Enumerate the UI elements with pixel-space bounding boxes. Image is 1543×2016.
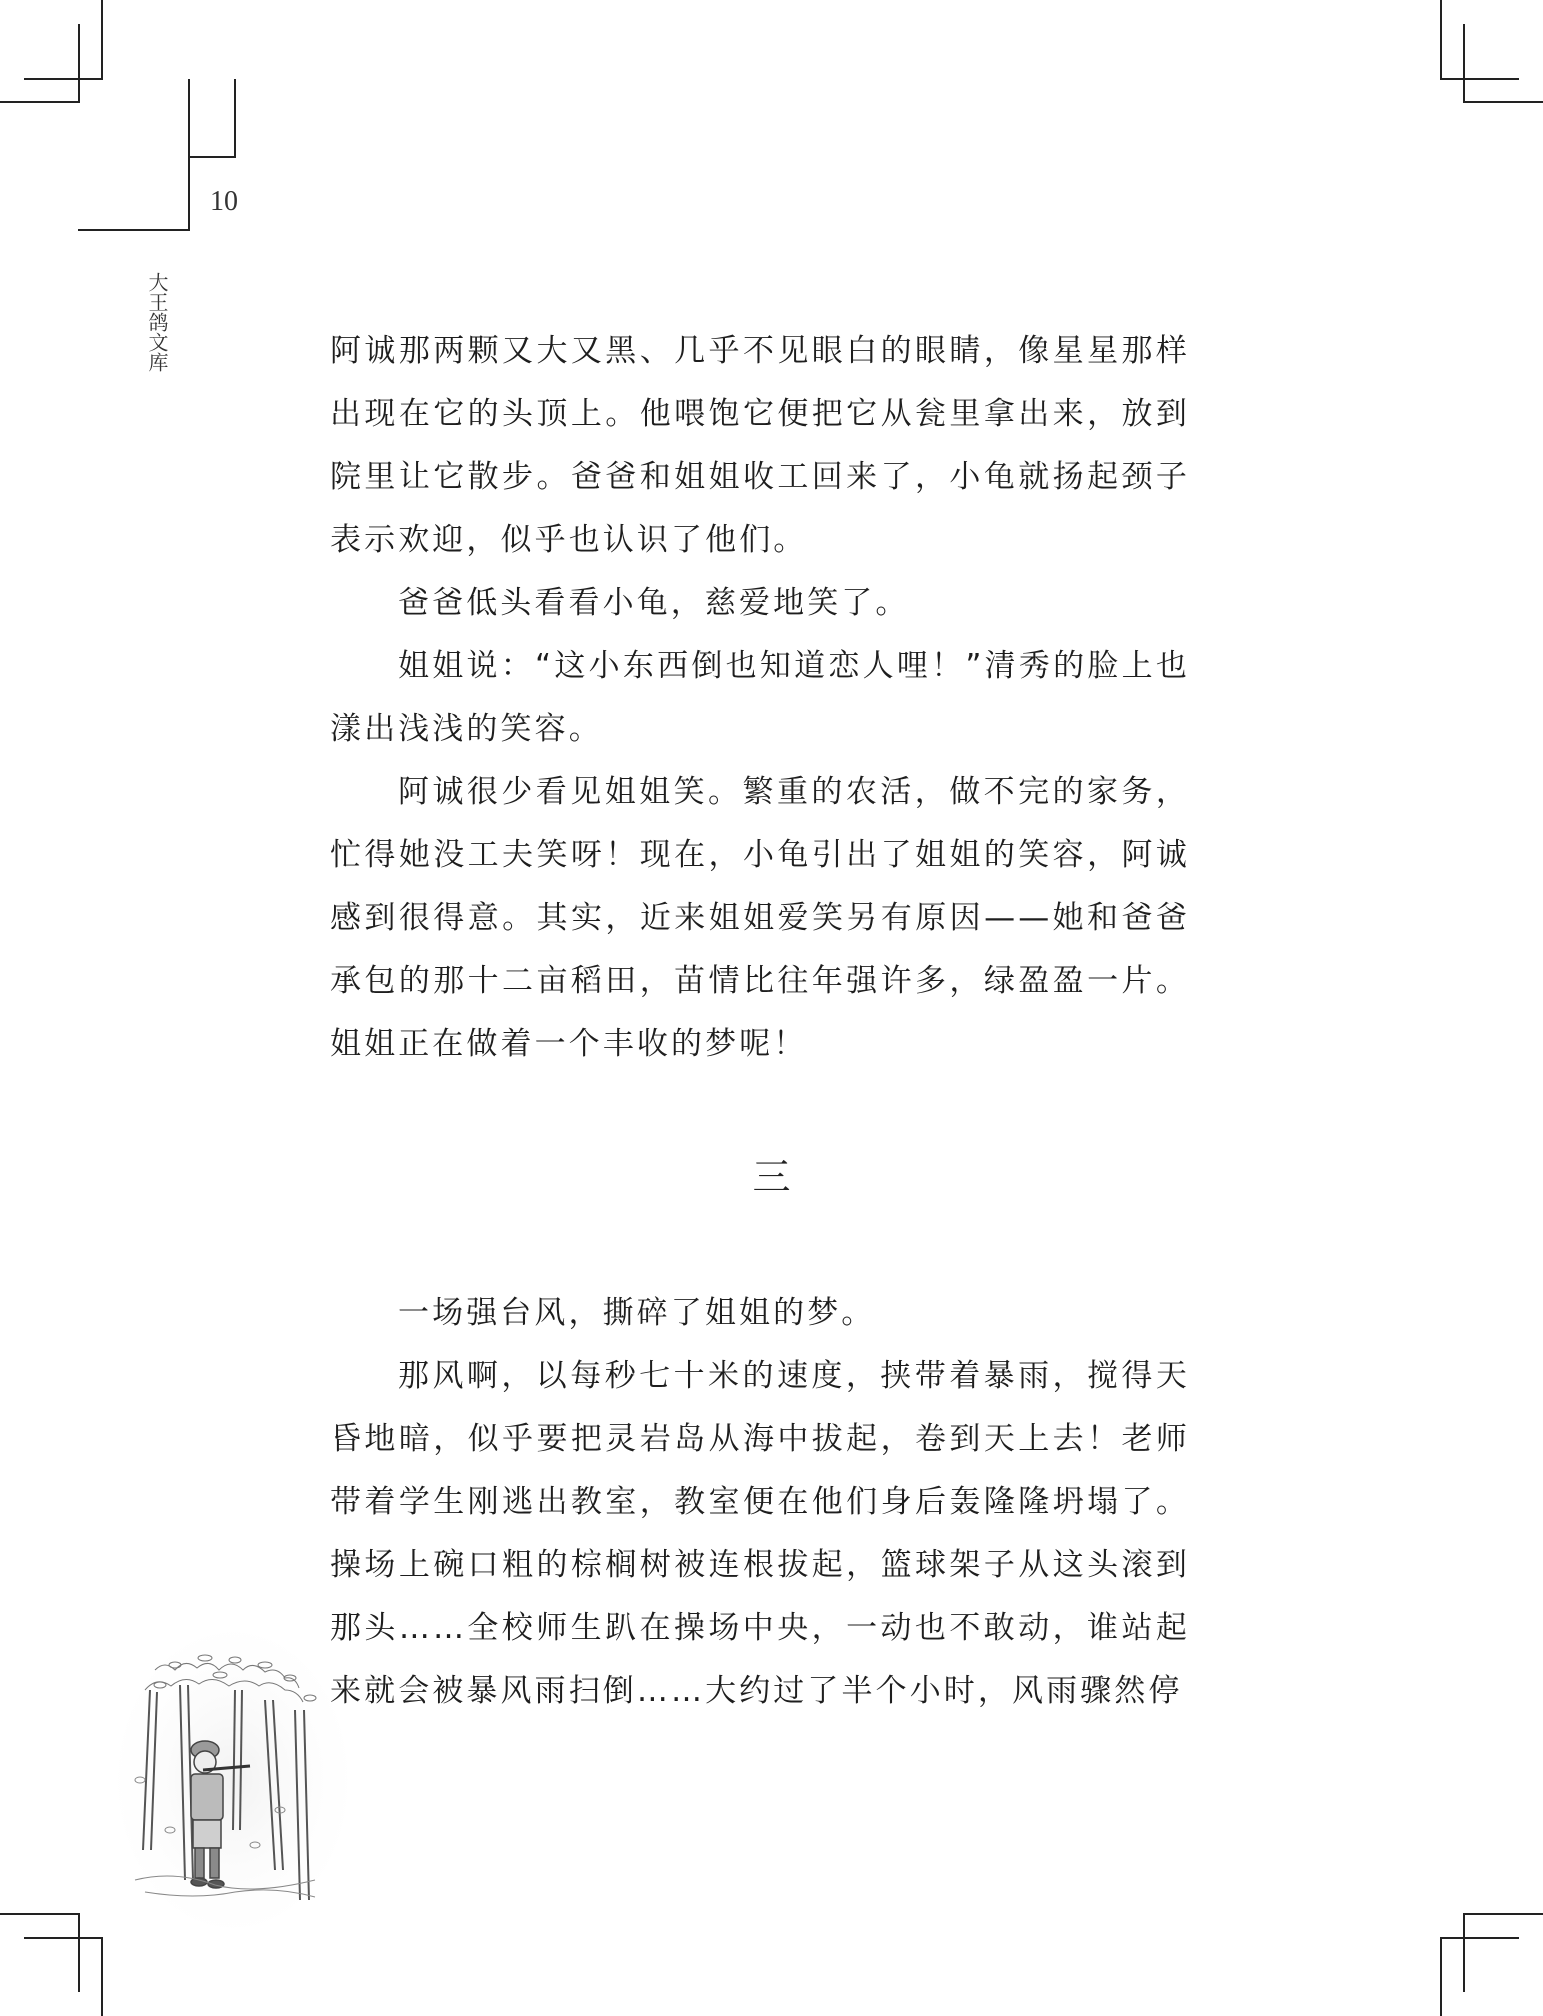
crop-line	[0, 1913, 80, 1915]
paragraph: 那风啊，以每秒七十米的速度，挟带着暴雨，搅得天昏地暗，似乎要把灵岩岛从海中拔起，卷到天上去！老师带着学生刚逃出教室，教室便在他们身后轰隆隆坍塌了。操场上碗口粗的棕榈树被连根拔起，篮球架子从这头滚到那头……全校师生趴在操场中央，一动也不敢动，谁站起来就会被暴风雨扫倒……大约过了半个小时，风雨骤然停	[330, 1358, 1190, 1709]
crop-line	[24, 1937, 103, 1939]
crop-line	[1440, 1937, 1519, 1939]
crop-line	[101, 0, 103, 79]
crop-line	[1440, 0, 1442, 79]
bracket-line	[188, 79, 190, 231]
paragraph: 阿诚那两颗又大又黑、几乎不见眼白的眼睛，像星星那样出现在它的头顶上。他喂饱它便把它从瓮里拿出来，放到院里让它散步。爸爸和姐姐收工回来了，小龟就扬起颈子表示欢迎，似乎也认识了他们。	[330, 333, 1190, 558]
bracket-line	[234, 79, 236, 158]
paragraph: 爸爸低头看看小龟，慈爱地笑了。	[398, 585, 910, 621]
crop-line	[78, 24, 80, 103]
crop-line	[1440, 78, 1519, 80]
body-text-section-a	[330, 320, 1190, 1076]
crop-line	[1463, 101, 1543, 103]
crop-line	[101, 1937, 103, 2016]
bracket-line	[188, 156, 236, 158]
crop-line	[1463, 1913, 1543, 1915]
paragraph: 一场强台风，撕碎了姐姐的梦。	[398, 1295, 876, 1331]
page-number: 10	[210, 186, 238, 217]
crop-line	[1463, 24, 1465, 103]
paragraph: 阿诚很少看见姐姐笑。繁重的农活，做不完的家务，忙得她没工夫笑呀！现在，小龟引出了姐姐的笑容，阿诚感到很得意。其实，近来姐姐爱笑另有原因——她和爸爸承包的那十二亩稻田，苗情比往年强许多，绿盈盈一片。姐姐正在做着一个丰收的梦呢！	[330, 774, 1190, 1062]
body-text-section-b	[330, 1282, 1190, 1723]
paragraph: 姐姐说：“这小东西倒也知道恋人哩！”清秀的脸上也漾出浅浅的笑容。	[330, 648, 1190, 747]
crop-line	[0, 101, 80, 103]
crop-line	[1463, 1913, 1465, 1992]
crop-line	[24, 78, 103, 80]
chapter-heading: 三	[752, 1155, 791, 1199]
series-name: 大王鸽文库	[145, 272, 169, 372]
crop-line	[1440, 1937, 1442, 2016]
illustration-boy-flute-forest	[115, 1630, 350, 1930]
sketch-illustration-icon	[115, 1630, 350, 1930]
bracket-line	[78, 229, 190, 231]
crop-line	[78, 1913, 80, 1992]
